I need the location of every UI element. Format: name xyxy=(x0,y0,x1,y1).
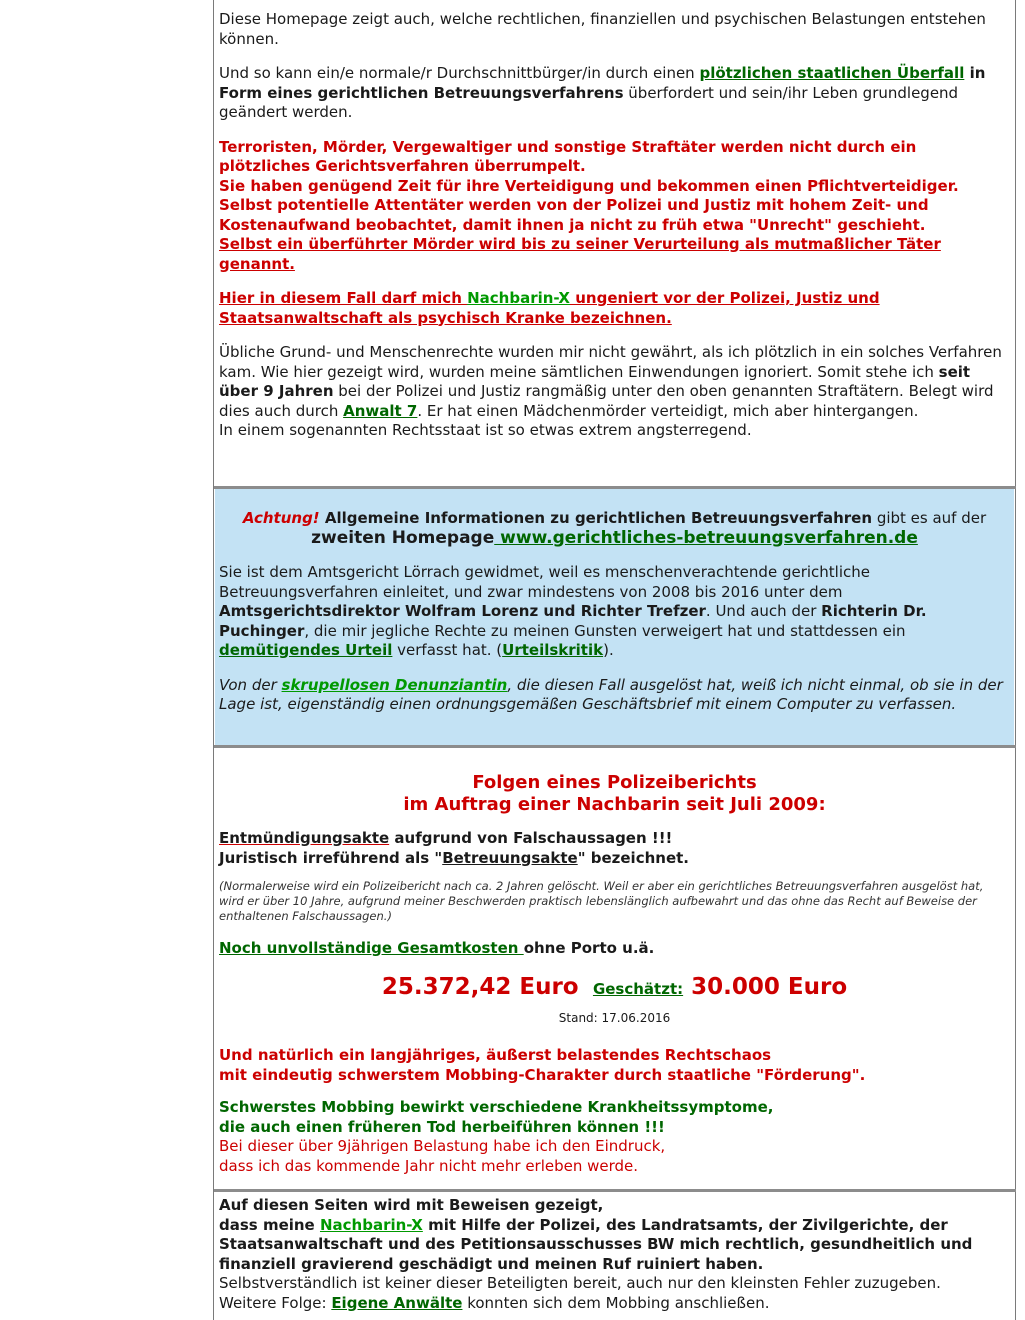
text: ). xyxy=(603,641,614,659)
rights-paragraph xyxy=(219,343,1010,441)
text: Selbstverständlich ist keiner dieser Beteiligten bereit, auch nur den kleinsten Fehler zuzugeben. xyxy=(219,1274,941,1292)
estimated-amount: 30.000 Euro xyxy=(683,973,848,1000)
cost-amounts xyxy=(219,973,1010,1003)
total-amount: 25.372,42 Euro xyxy=(381,973,579,1000)
link-anwalt-7[interactable]: Anwalt 7 xyxy=(343,401,418,420)
summary-section xyxy=(215,1192,1014,1320)
text-bold: zweiten Homepage xyxy=(311,527,495,548)
text-bold: seit über 9 Jahren xyxy=(219,362,971,400)
text-bold: Allgemeine Informationen zu gerichtlichen Betreuungsverfahren xyxy=(319,509,873,527)
summary-paragraph xyxy=(219,1196,1010,1274)
court-paragraph xyxy=(219,563,1010,661)
achtung-label: Achtung! xyxy=(242,509,320,527)
text-red-underlined: Selbst ein überführter Mörder wird bis zu seiner Verurteilung als mutmaßlicher Täter genannt. xyxy=(219,235,941,273)
stand-date: Stand: 17.06.2016 xyxy=(558,1010,671,1025)
link-second-homepage[interactable]: www.gerichtliches-betreuungsverfahren.de xyxy=(494,527,918,548)
costs-line xyxy=(219,939,1010,959)
right-border xyxy=(1015,0,1016,1320)
link-nachbarin-x[interactable]: Nachbarin-X xyxy=(467,289,570,307)
intro-section xyxy=(215,0,1014,487)
text: konnten sich dem Mobbing anschließen. xyxy=(462,1293,770,1312)
left-border xyxy=(213,0,214,1320)
text: In einem sogenannten Rechtsstaat ist so etwas extrem angsterregend. xyxy=(219,421,752,439)
note-paragraph: (Normalerweise wird ein Polizeibericht nach ca. 2 Jahren gelöscht. Weil er aber ein gerichtliches Betreuungsverfahren ausgelöst hat, wird er über 10 Jahre, aufgrund meiner Beschwerden praktisch lebenslänglich aufbewahrt und das ohne das Recht auf Beweise der enthaltenen Falschaussagen.) xyxy=(219,879,984,923)
text-red: Hier in diesem Fall darf mich xyxy=(219,289,468,307)
text: bei der Polizei und Justiz rangmäßig unter den oben genannten Straftätern. Belegt wird dies auch durch xyxy=(219,382,994,420)
text: Weitere Folge: xyxy=(219,1293,332,1312)
text: Von der xyxy=(219,675,282,694)
denunciant-paragraph xyxy=(219,676,1010,715)
text-bold: Juristisch irreführend als " xyxy=(219,848,443,867)
text-bold: Amtsgerichtsdirektor Wolfram Lorenz und Richter Trefzer xyxy=(219,602,706,620)
link-entmuendigungsakte[interactable]: Entmündigungsakte xyxy=(219,829,390,847)
link-geschaetzt[interactable]: Geschätzt: xyxy=(592,979,684,998)
text-bold: aufgrund von Falschaussagen !!! xyxy=(389,829,673,847)
text: überfordert und sein/ihr Leben grundlegend geändert werden. xyxy=(219,83,959,121)
info-box xyxy=(215,489,1014,745)
left-column xyxy=(0,0,213,1320)
overfall-paragraph xyxy=(219,64,1010,123)
text: gibt es auf der xyxy=(872,509,987,527)
link-betreuungsakte[interactable]: Betreuungsakte xyxy=(442,848,578,867)
section-title xyxy=(219,772,1010,816)
text: , die mir jegliche Rechte zu meinen Gunsten verweigert hat und stattdessen ein xyxy=(304,621,906,640)
text-bold: Auf diesen Seiten wird mit Beweisen gezeigt, xyxy=(219,1196,604,1214)
link-denunziantin[interactable]: skrupellosen Denunziantin xyxy=(281,675,508,694)
text-bold: dass meine xyxy=(219,1215,320,1234)
text-bold: in Form eines gerichtlichen Betreuungsverfahrens xyxy=(219,64,986,102)
consequences-section xyxy=(215,748,1014,1189)
text: Sie ist dem Amtsgericht Lörrach gewidmet, weil es menschenverachtende gerichtliche Betreuungsverfahren einleitet, und zwar mindestens von 2008 bis 2016 unter dem xyxy=(219,563,870,601)
text-bold: mit Hilfe der Polizei, des Landratsamts, der Zivilgerichte, der Staatsanwaltschaft und des Petitionsausschusses BW mich rechtlich, gesundheitlich und finanziell gravierend geschädigt und meinen Ruf ruiniert haben. xyxy=(219,1215,973,1273)
text-red: Und natürlich ein langjähriges, äußerst belastendes Rechtschaos xyxy=(219,1046,772,1064)
chaos-paragraph xyxy=(219,1046,1010,1085)
text: . Und auch der xyxy=(705,602,822,620)
text-bold: Richterin Dr. Puchinger xyxy=(219,602,927,640)
mobbing-paragraph xyxy=(219,1098,1010,1176)
link-eigene-anwaelte[interactable]: Eigene Anwälte xyxy=(331,1293,463,1312)
link-nachbarin-x[interactable]: Nachbarin-X xyxy=(319,1215,423,1234)
text-red: dass ich das kommende Jahr nicht mehr erleben werde. xyxy=(219,1156,639,1175)
text-red: Bei dieser über 9jährigen Belastung habe ich den Eindruck, xyxy=(219,1137,666,1155)
text: Übliche Grund- und Menschenrechte wurden mir nicht gewährt, als ich plötzlich in ein solches Verfahren kam. Wie hier gezeigt wird, wurden meine sämtlichen Einwendungen ignoriert. Somit stehe ich xyxy=(219,343,1002,381)
text-red: Terroristen, Mörder, Vergewaltiger und sonstige Straftäter werden nicht durch ein plötzliches Gerichtsverfahren überrumpelt. xyxy=(219,137,917,175)
link-gesamtkosten[interactable]: Noch unvollständige Gesamtkosten xyxy=(219,939,524,957)
link-urteilskritik[interactable]: Urteilskritik xyxy=(502,641,604,659)
text: . Er hat einen Mädchenmörder verteidigt, mich aber hintergangen. xyxy=(417,401,919,420)
title-line: im Auftrag einer Nachbarin seit Juli 2009: xyxy=(403,794,826,815)
link-ueberfall[interactable]: plötzlichen staatlichen Überfall xyxy=(699,64,965,82)
text-bold: " bezeichnet. xyxy=(577,848,689,867)
text-red: Sie haben genügend Zeit für ihre Verteidigung und bekommen einen Pflichtverteidiger. Selbst potentielle Attentäter werden von der Polizei und Justiz mit hohem Zeit- und Kostenaufwand beobachtet, damit ihnen ja nicht zu früh etwa "Unrecht" geschieht. xyxy=(219,176,959,234)
text-green: Schwerstes Mobbing bewirkt verschiedene Krankheitssymptome, xyxy=(219,1098,774,1116)
link-urteil[interactable]: demütigendes Urteil xyxy=(219,641,393,659)
text-red: mit eindeutig schwerstem Mobbing-Charakter durch staatliche "Förderung". xyxy=(219,1065,866,1084)
summary-text xyxy=(219,1274,1010,1313)
text: verfasst hat. ( xyxy=(392,641,503,659)
title-line: Folgen eines Polizeiberichts xyxy=(472,772,757,793)
text: Und so kann ein/e normale/r Durchschnittbürger/in durch einen xyxy=(219,64,700,82)
intro-paragraph: Diese Homepage zeigt auch, welche rechtlichen, finanziellen und psychischen Belastungen entstehen können. xyxy=(219,10,986,48)
info-heading xyxy=(219,509,1010,548)
criminals-paragraph xyxy=(219,138,1010,275)
text-bold: ohne Porto u.ä. xyxy=(523,939,655,957)
text-green: die auch einen früheren Tod herbeiführen können !!! xyxy=(219,1117,665,1136)
akte-paragraph xyxy=(219,829,1010,868)
text: , die diesen Fall ausgelöst hat, weiß ich nicht einmal, ob sie in der Lage ist, eigenständig einen ordnungsgemäßen Geschäftsbrief mit einem Computer zu verfassen. xyxy=(219,675,1003,713)
text-red: ungeniert vor der Polizei, Justiz und Staatsanwaltschaft als psychisch Kranke bezeichnen. xyxy=(219,289,880,327)
neighbor-paragraph xyxy=(219,289,1010,328)
